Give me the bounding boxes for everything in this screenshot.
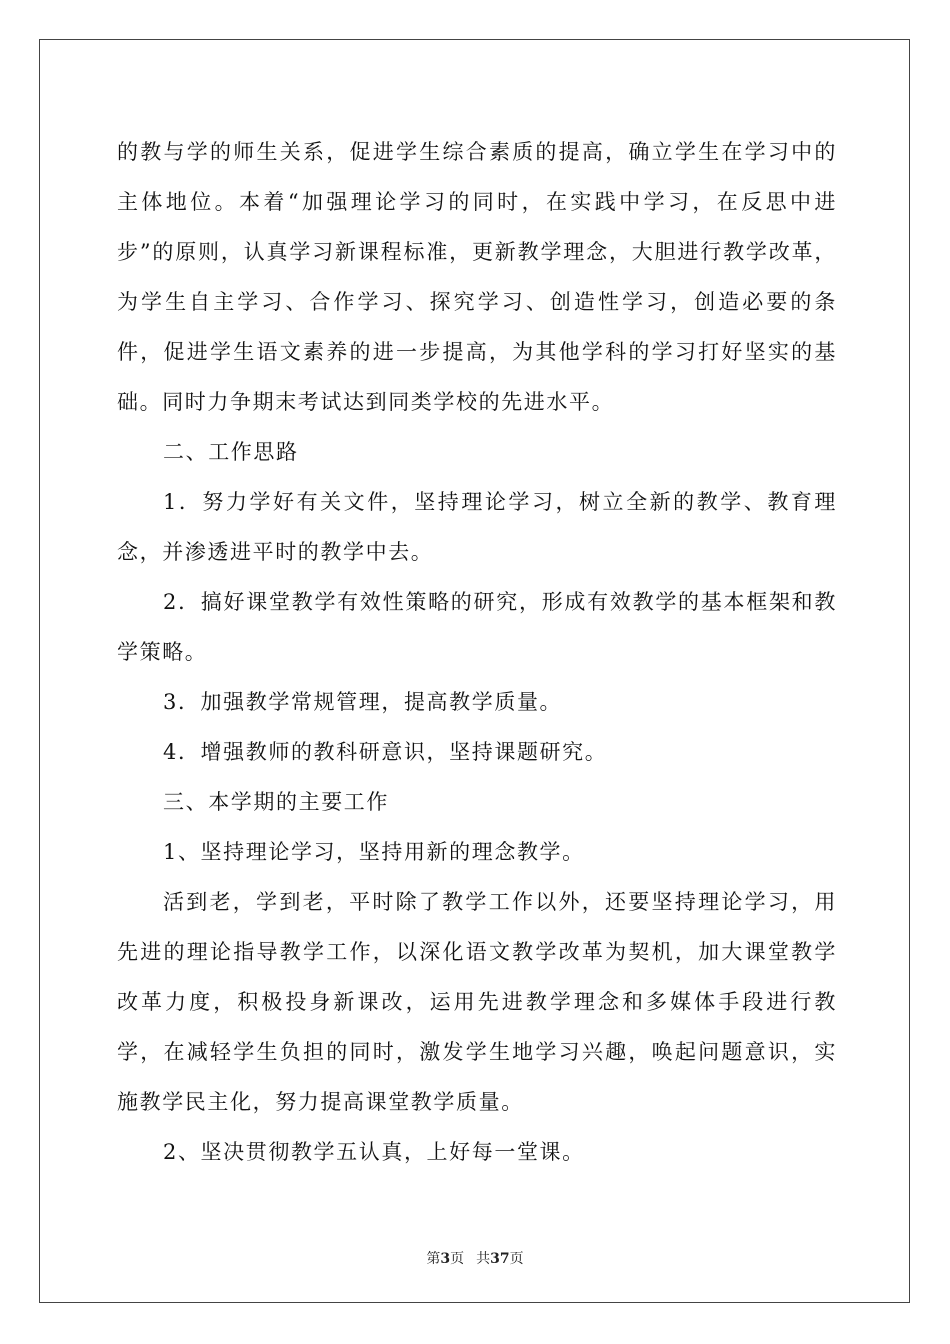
body-paragraph: 活到老，学到老，平时除了教学工作以外，还要坚持理论学习，用先进的理论指导教学工作，以深化语文教学改革为契机，加大课堂教学改革力度，积极投身新课改，运用先进教学理念和多媒体手段进行教学，在减轻学生负担的同时，激发学生地学习兴趣，唤起问题意识，实施教学民主化，努力提高课堂教学质量。 <box>117 890 837 1114</box>
page-prefix: 第 <box>426 1251 441 1267</box>
page-number: 3 <box>440 1251 451 1267</box>
list-item: 1．努力学好有关文件，坚持理论学习，树立全新的教学、教育理念，并渗透进平时的教学中去。 <box>117 490 837 564</box>
total-prefix: 共 <box>476 1251 491 1267</box>
list-item: 3．加强教学常规管理，提高教学质量。 <box>163 690 563 714</box>
subheading: 2、坚决贯彻教学五认真，上好每一堂课。 <box>163 1140 585 1164</box>
page-footer <box>0 1248 950 1268</box>
total-pages: 37 <box>490 1251 510 1267</box>
section-heading-work-ideas: 二、工作思路 <box>163 440 299 464</box>
body-paragraph: 的教与学的师生关系，促进学生综合素质的提高，确立学生在学习中的主体地位。本着“加强理论学习的同时，在实践中学习，在反思中进步”的原则，认真学习新课程标准，更新教学理念，大胆进行教学改革，为学生自主学习、合作学习、探究学习、创造性学习，创造必要的条件，促进学生语文素养的进一步提高，为其他学科的学习打好坚实的基础。同时力争期末考试达到同类学校的先进水平。 <box>117 140 837 414</box>
total-suffix: 页 <box>509 1251 524 1267</box>
list-item: 4．增强教师的教科研意识，坚持课题研究。 <box>163 740 608 764</box>
page-suffix: 页 <box>450 1251 465 1267</box>
section-heading-main-work: 三、本学期的主要工作 <box>163 790 389 814</box>
document-body <box>117 127 837 1177</box>
subheading: 1、坚持理论学习，坚持用新的理念教学。 <box>163 840 585 864</box>
list-item: 2．搞好课堂教学有效性策略的研究，形成有效教学的基本框架和教学策略。 <box>117 590 837 664</box>
